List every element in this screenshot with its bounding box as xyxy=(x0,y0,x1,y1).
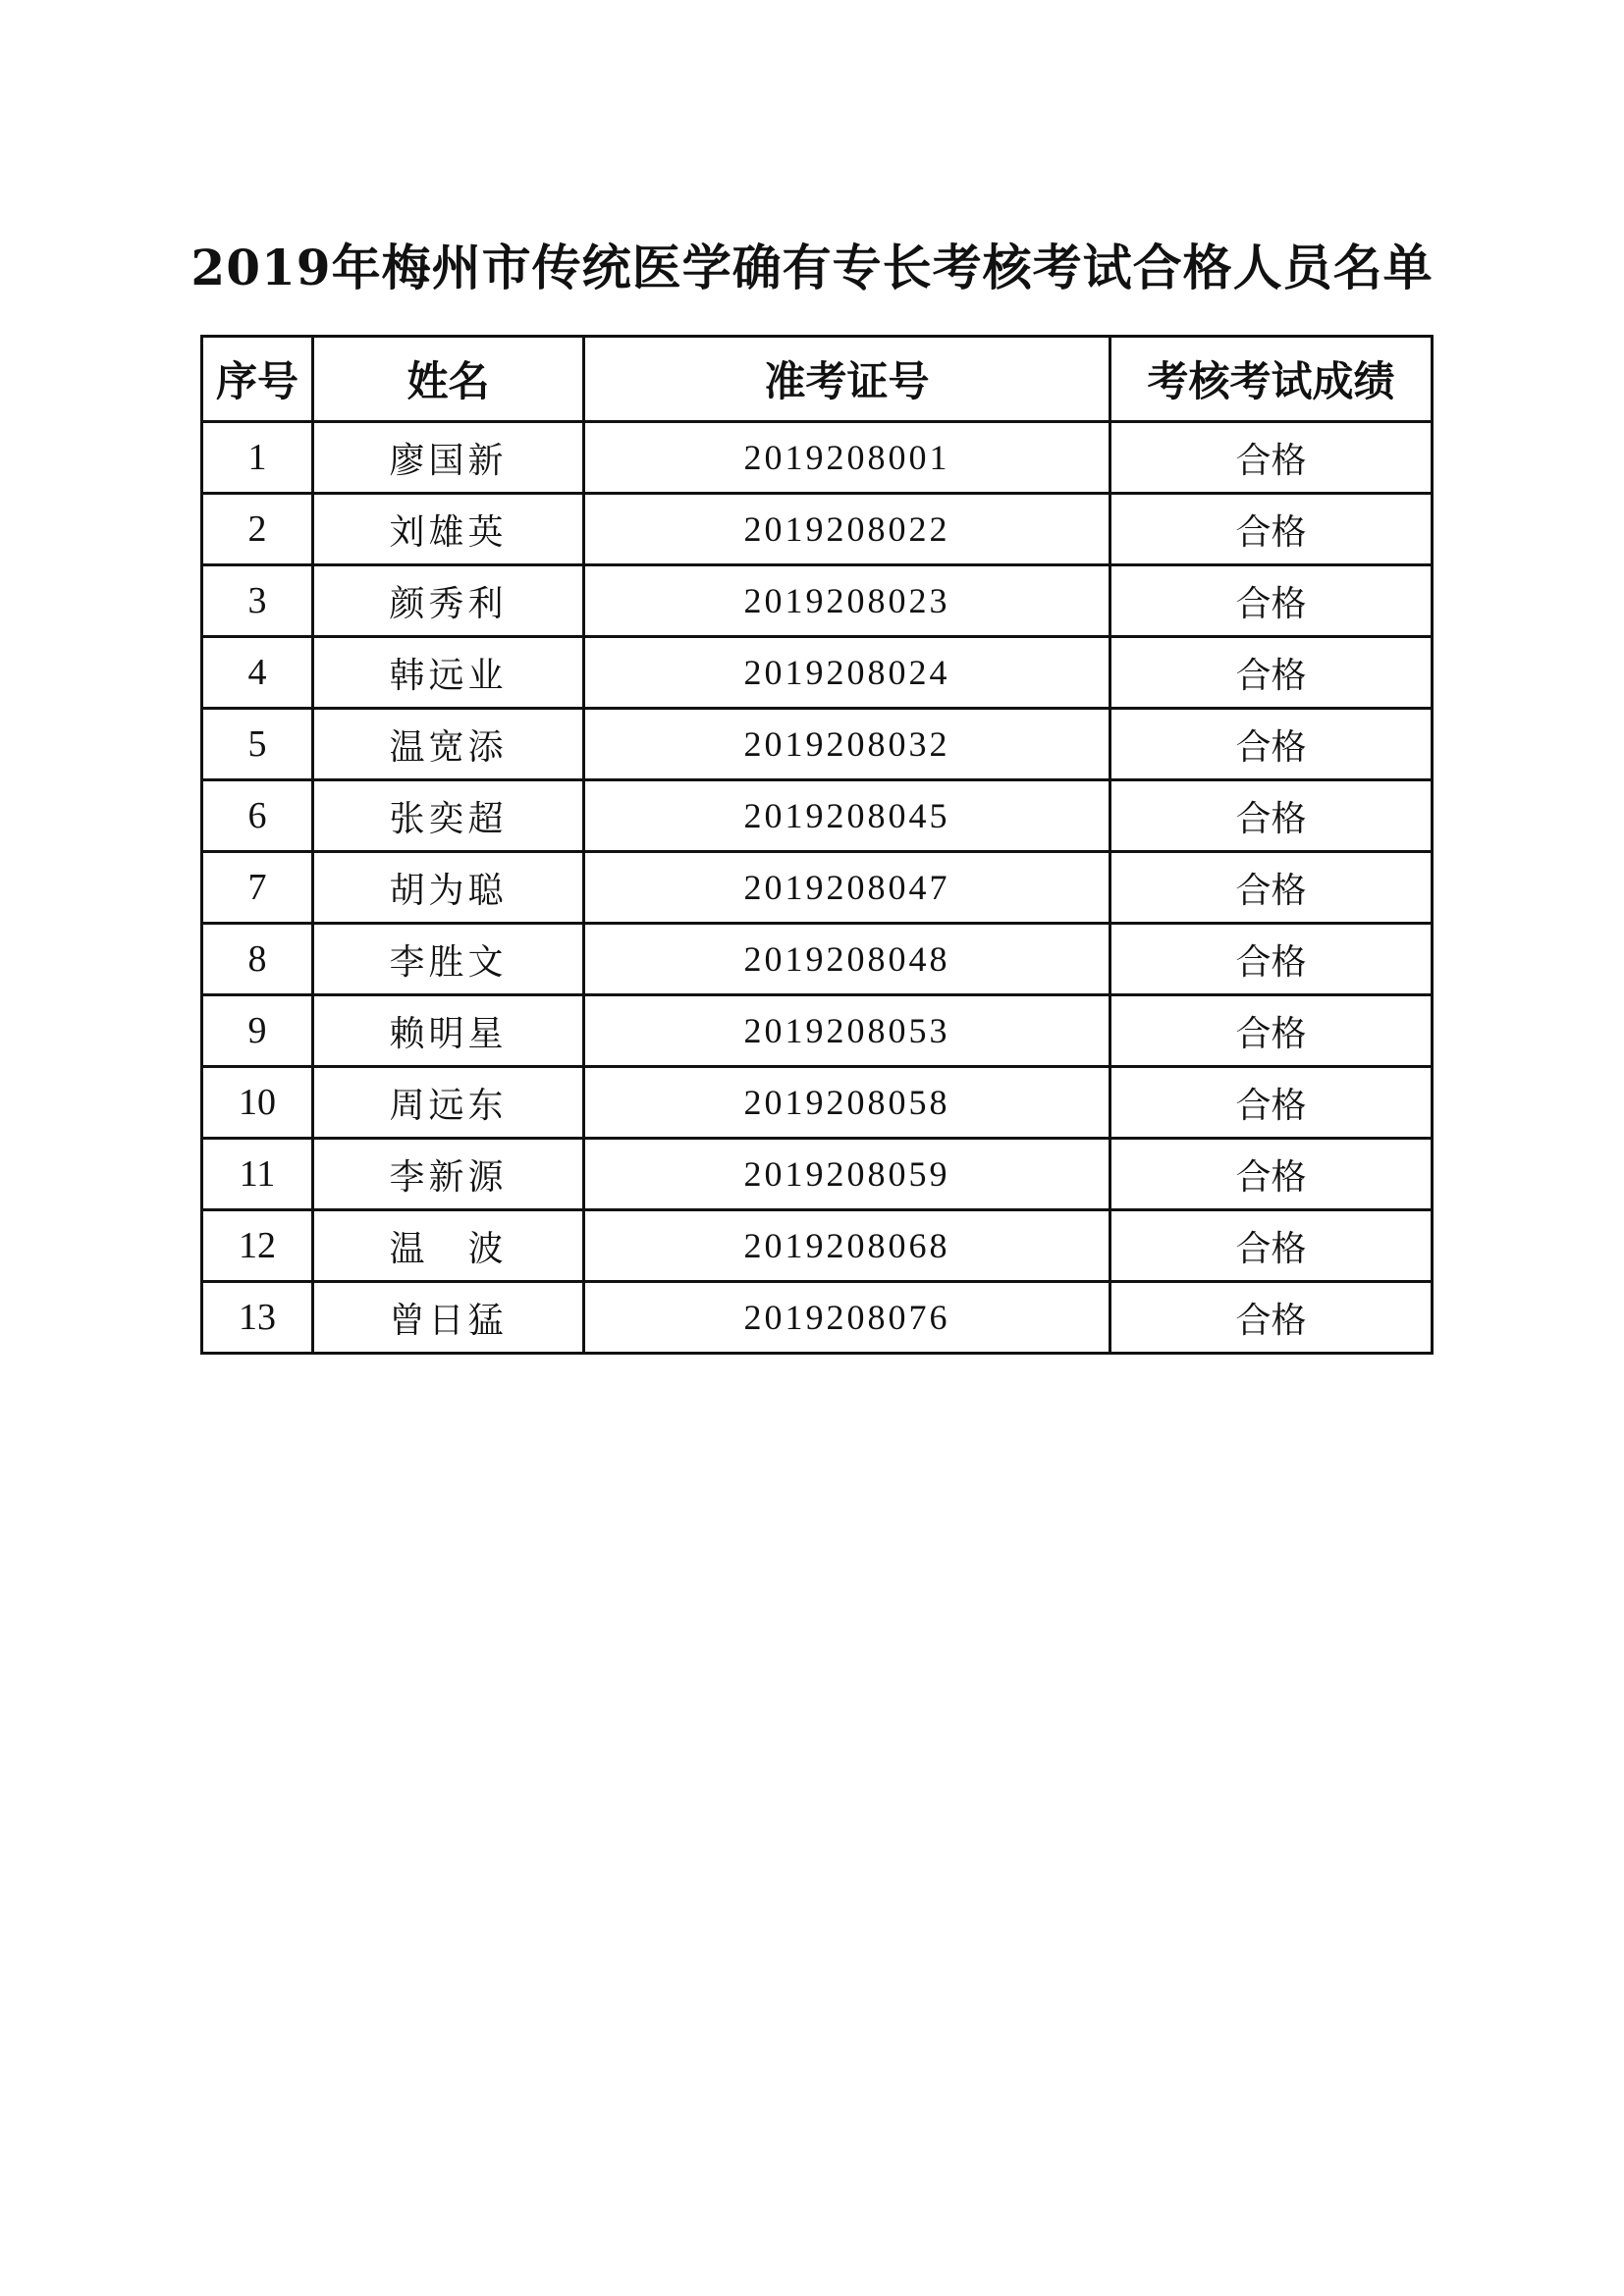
cell-admission-ticket: 2019208024 xyxy=(584,637,1110,709)
table-row xyxy=(202,494,1433,565)
cell-admission-ticket: 2019208076 xyxy=(584,1282,1110,1354)
table-row xyxy=(202,565,1433,637)
cell-admission-ticket: 2019208053 xyxy=(584,995,1110,1067)
cell-serial-number: 11 xyxy=(202,1139,313,1210)
cell-admission-ticket: 2019208047 xyxy=(584,852,1110,924)
table-row xyxy=(202,852,1433,924)
cell-serial-number: 12 xyxy=(202,1210,313,1282)
cell-admission-ticket: 2019208058 xyxy=(584,1067,1110,1139)
cell-name: 韩远业 xyxy=(313,637,584,709)
cell-exam-result: 合格 xyxy=(1110,494,1433,565)
page-title: 2019年梅州市传统医学确有专长考核考试合格人员名单 xyxy=(190,239,1434,296)
cell-serial-number: 5 xyxy=(202,709,313,780)
cell-exam-result: 合格 xyxy=(1110,1139,1433,1210)
cell-name: 张奕超 xyxy=(313,780,584,852)
table-row xyxy=(202,709,1433,780)
cell-exam-result: 合格 xyxy=(1110,780,1433,852)
cell-exam-result: 合格 xyxy=(1110,852,1433,924)
cell-name: 温 波 xyxy=(313,1210,584,1282)
table-row xyxy=(202,995,1433,1067)
cell-serial-number: 1 xyxy=(202,422,313,494)
cell-exam-result: 合格 xyxy=(1110,565,1433,637)
table-row xyxy=(202,924,1433,995)
cell-exam-result: 合格 xyxy=(1110,709,1433,780)
table-body xyxy=(202,422,1433,1354)
cell-name: 温宽添 xyxy=(313,709,584,780)
cell-admission-ticket: 2019208059 xyxy=(584,1139,1110,1210)
cell-exam-result: 合格 xyxy=(1110,422,1433,494)
cell-exam-result: 合格 xyxy=(1110,924,1433,995)
cell-admission-ticket: 2019208022 xyxy=(584,494,1110,565)
cell-serial-number: 2 xyxy=(202,494,313,565)
header-serial-number: 序号 xyxy=(202,337,313,422)
table-row xyxy=(202,780,1433,852)
cell-serial-number: 4 xyxy=(202,637,313,709)
cell-serial-number: 3 xyxy=(202,565,313,637)
table-row xyxy=(202,1139,1433,1210)
cell-exam-result: 合格 xyxy=(1110,1067,1433,1139)
cell-serial-number: 6 xyxy=(202,780,313,852)
cell-name: 廖国新 xyxy=(313,422,584,494)
cell-name: 曾日猛 xyxy=(313,1282,584,1354)
table-header xyxy=(202,337,1433,422)
header-row xyxy=(202,337,1433,422)
cell-admission-ticket: 2019208001 xyxy=(584,422,1110,494)
cell-admission-ticket: 2019208068 xyxy=(584,1210,1110,1282)
cell-serial-number: 10 xyxy=(202,1067,313,1139)
cell-name: 李新源 xyxy=(313,1139,584,1210)
cell-admission-ticket: 2019208048 xyxy=(584,924,1110,995)
table-row xyxy=(202,1282,1433,1354)
header-exam-result: 考核考试成绩 xyxy=(1110,337,1433,422)
cell-name: 李胜文 xyxy=(313,924,584,995)
qualified-personnel-table xyxy=(200,335,1434,1355)
cell-name: 颜秀利 xyxy=(313,565,584,637)
table-row xyxy=(202,1067,1433,1139)
cell-serial-number: 9 xyxy=(202,995,313,1067)
cell-admission-ticket: 2019208023 xyxy=(584,565,1110,637)
header-admission-ticket: 准考证号 xyxy=(584,337,1110,422)
cell-name: 刘雄英 xyxy=(313,494,584,565)
cell-exam-result: 合格 xyxy=(1110,637,1433,709)
cell-name: 周远东 xyxy=(313,1067,584,1139)
cell-exam-result: 合格 xyxy=(1110,1210,1433,1282)
cell-exam-result: 合格 xyxy=(1110,1282,1433,1354)
cell-admission-ticket: 2019208032 xyxy=(584,709,1110,780)
cell-name: 胡为聪 xyxy=(313,852,584,924)
cell-exam-result: 合格 xyxy=(1110,995,1433,1067)
header-name: 姓名 xyxy=(313,337,584,422)
cell-serial-number: 7 xyxy=(202,852,313,924)
cell-admission-ticket: 2019208045 xyxy=(584,780,1110,852)
cell-serial-number: 13 xyxy=(202,1282,313,1354)
table-row xyxy=(202,637,1433,709)
cell-name: 赖明星 xyxy=(313,995,584,1067)
table-row xyxy=(202,422,1433,494)
cell-serial-number: 8 xyxy=(202,924,313,995)
table-row xyxy=(202,1210,1433,1282)
